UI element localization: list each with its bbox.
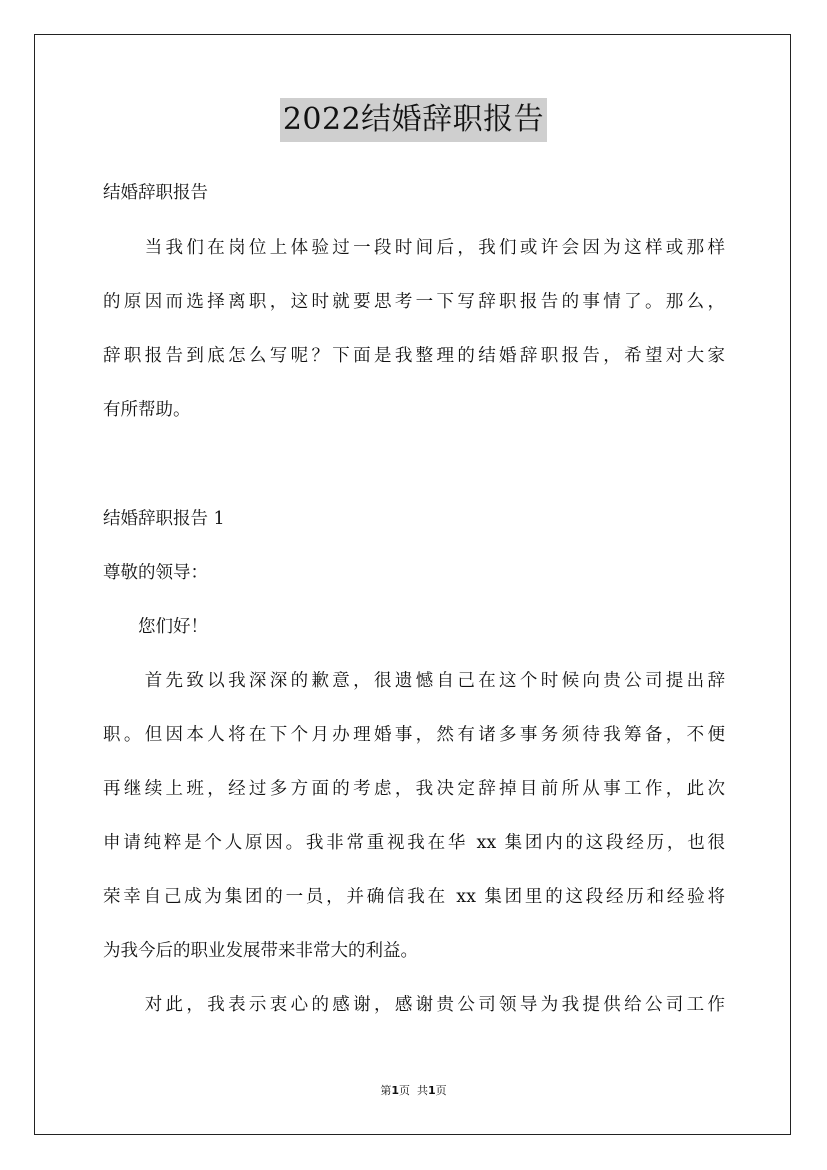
footer-page-number: 1 — [391, 1084, 399, 1097]
title-container — [0, 98, 827, 142]
paragraph-line: 辞职报告到底怎么写呢？下面是我整理的结婚辞职报告，希望对大家 — [103, 346, 725, 366]
paragraph-line: 有所帮助。 — [103, 400, 191, 420]
document-title: 2022结婚辞职报告 — [280, 98, 547, 142]
paragraph-line: 的原因而选择离职，这时就要思考一下写辞职报告的事情了。那么， — [103, 292, 725, 312]
footer-total-number: 1 — [428, 1084, 436, 1097]
page-footer — [0, 1083, 827, 1099]
footer-total-prefix: 共 — [417, 1084, 428, 1097]
footer-page-prefix: 第 — [380, 1084, 392, 1097]
paragraph-line: 申请纯粹是个人原因。我非常重视我在华 xx 集团内的这段经历，也很 — [103, 833, 725, 853]
footer-page-suffix: 页 — [399, 1084, 410, 1097]
paragraph-line: 再继续上班，经过多方面的考虑，我决定辞掉目前所从事工作，此次 — [103, 779, 725, 799]
paragraph-line: 荣幸自己成为集团的一员，并确信我在 xx 集团里的这段经历和经验将 — [103, 887, 725, 907]
paragraph-line: 首先致以我深深的歉意，很遗憾自己在这个时候向贵公司提出辞 — [103, 671, 725, 691]
paragraph-line: 职。但因本人将在下个月办理婚事，然有诸多事务须待我筹备，不便 — [103, 725, 725, 745]
subtitle-line: 结婚辞职报告 — [103, 183, 208, 203]
footer-total-suffix: 页 — [435, 1084, 447, 1097]
paragraph-line: 为我今后的职业发展带来非常大的利益。 — [103, 941, 418, 961]
section-heading: 结婚辞职报告 1 — [103, 509, 225, 529]
paragraph-line: 当我们在岗位上体验过一段时间后，我们或许会因为这样或那样 — [103, 238, 725, 258]
salutation: 尊敬的领导： — [103, 563, 208, 583]
greeting: 您们好！ — [103, 617, 208, 637]
paragraph-line: 对此，我表示衷心的感谢，感谢贵公司领导为我提供给公司工作 — [103, 995, 725, 1015]
